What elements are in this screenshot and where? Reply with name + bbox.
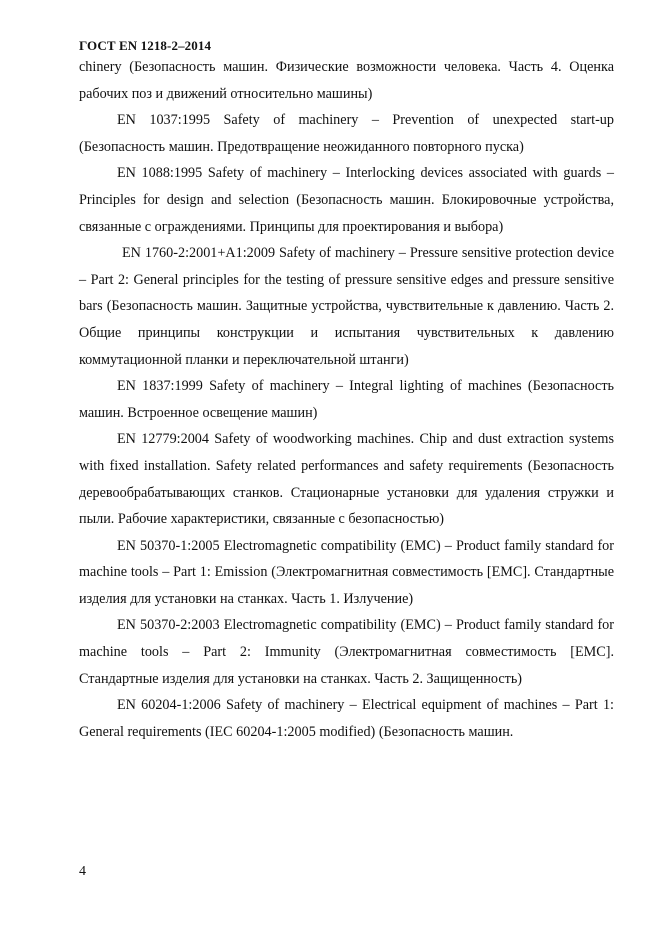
continued-reference: chinery (Безопасность машин. Физические возможности человека. Часть 4. Оценка рабочих поз и движений относительно машины) <box>79 59 614 102</box>
reference-en-50370-1: EN 50370-1:2005 Electromagnetic compatibility (EMC) – Product family standard for machine tools – Part 1: Emission (Электромагнитная совместимость [EMC]. Стандартные изделия для установки на станках. Часть 1. Излучение) <box>79 537 614 607</box>
reference-en-1088: EN 1088:1995 Safety of machinery – Interlocking devices associated with guards – Principles for design and selection (Безопасность машин. Блокировочные устройства, связанные с ограждениями. Принципы для проектирования и выбора) <box>79 165 614 235</box>
normative-references-text <box>79 54 614 745</box>
reference-en-1837: EN 1837:1999 Safety of machinery – Integral lighting of machines (Безопасность машин. Встроенное освещение машин) <box>79 378 614 421</box>
reference-en-50370-2: EN 50370-2:2003 Electromagnetic compatibility (EMC) – Product family standard for machine tools – Part 2: Immunity (Электромагнитная совместимость [EMC]. Стандартные изделия для установки на станках. Часть 2. Защищенность) <box>79 617 614 687</box>
page-number: 4 <box>79 864 86 879</box>
reference-en-1760-2: EN 1760-2:2001+A1:2009 Safety of machinery – Pressure sensitive protection device – Part 2: General principles for the testing of pressure sensitive edges and pressure sensitive bars (Безопасность машин. Защитные устройства, чувствительные к давлению. Часть 2. Общие принципы конструкции и испытания чувствительных к давлению коммутационной планки и переключательной штанги) <box>79 245 614 368</box>
document-header: ГОСТ EN 1218-2–2014 <box>79 38 212 53</box>
reference-en-60204-1: EN 60204-1:2006 Safety of machinery – Electrical equipment of machines – Part 1: General requirements (IEC 60204-1:2005 modified) (Безопасность машин. <box>79 697 614 740</box>
reference-en-1037: EN 1037:1995 Safety of machinery – Prevention of unexpected start-up (Безопасность машин. Предотвращение неожиданного повторного пуска) <box>79 112 614 155</box>
reference-en-12779: EN 12779:2004 Safety of woodworking machines. Chip and dust extraction systems with fixed installation. Safety related performances and safety requirements (Безопасность деревообрабатывающих станков. Стационарные установки для удаления стружки и пыли. Рабочие характеристики, связанные с безопасностью) <box>79 431 614 528</box>
